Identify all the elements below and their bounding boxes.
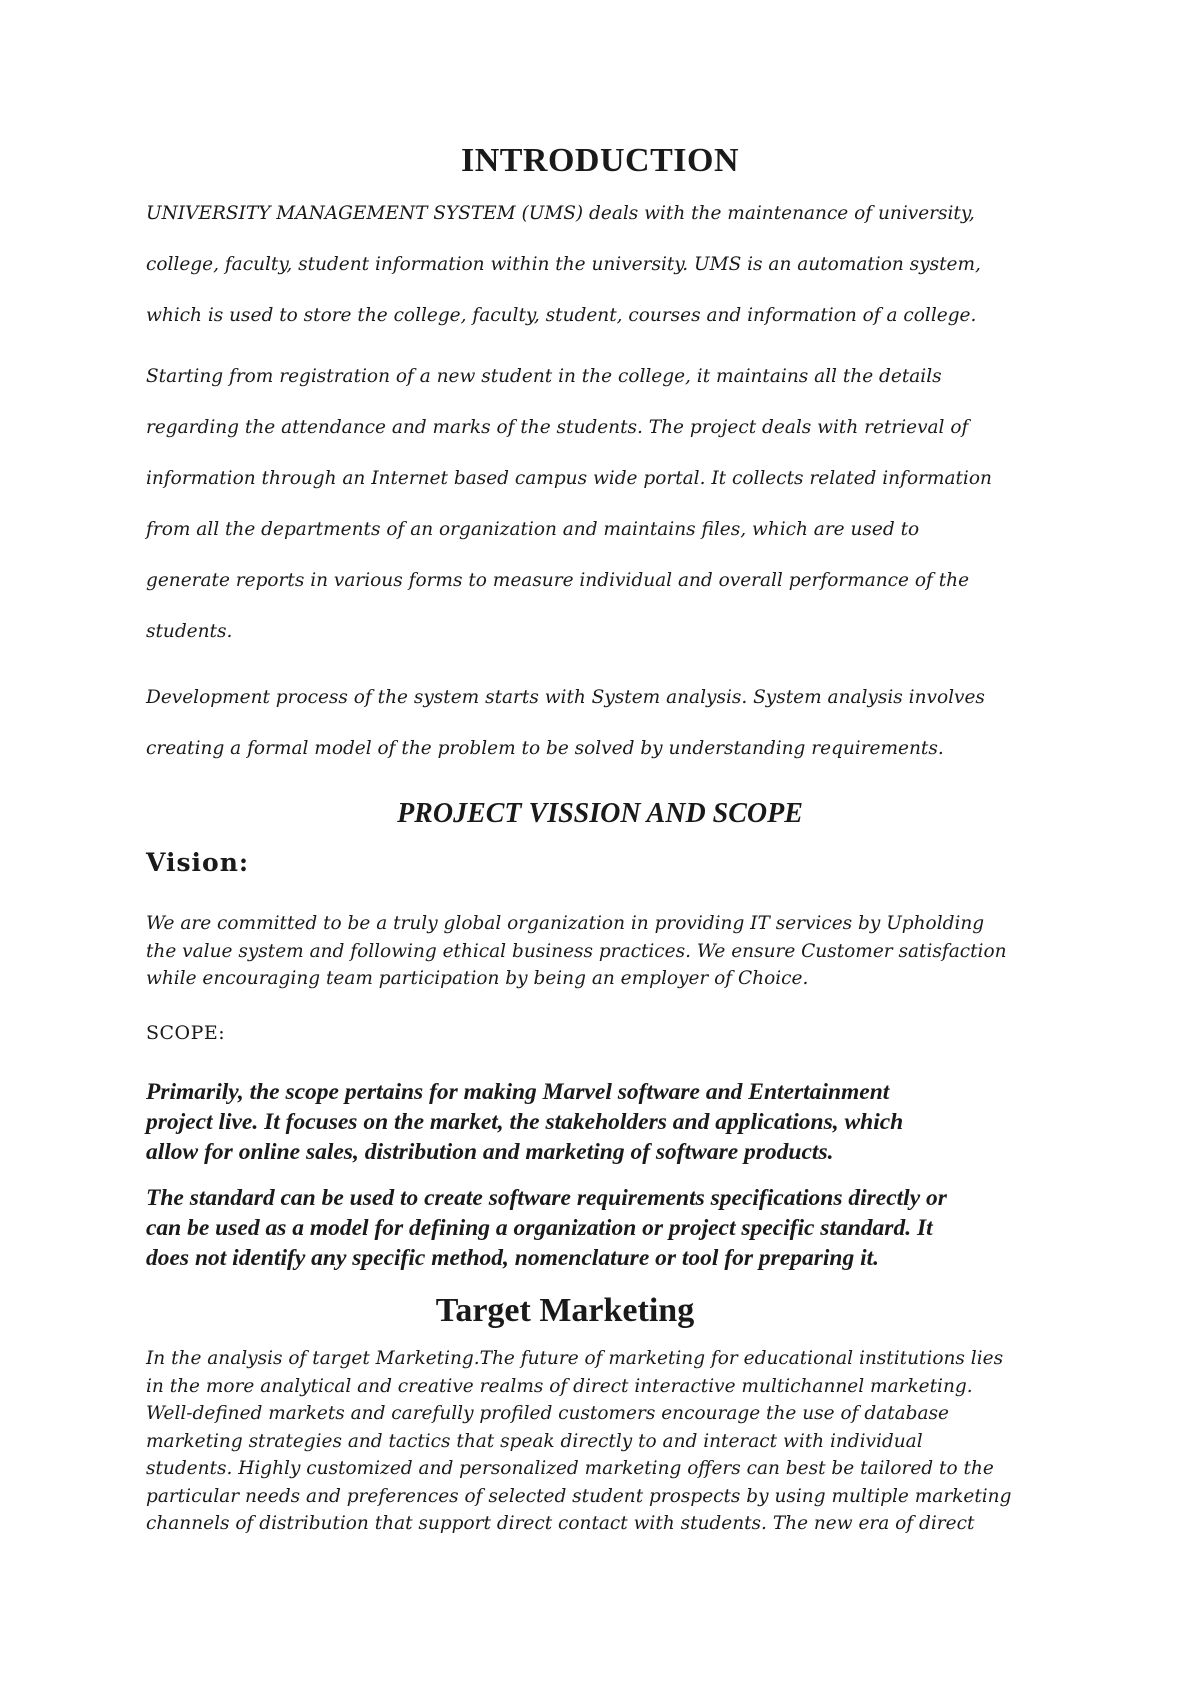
text-line: allow for online sales, distribution and marketing of software products. (146, 1139, 834, 1165)
text-line: Development process of the system starts with System analysis. System analysis involves (146, 687, 985, 708)
text-line: We are committed to be a truly global organization in providing IT services by Upholding (146, 913, 985, 934)
text-line: the value system and following ethical business practices. We ensure Customer satisfaction (146, 940, 1007, 962)
text-line: In the analysis of target Marketing.The future of marketing for educational institutions lies (146, 1348, 1004, 1369)
vision-scope-heading: PROJECT VISSION AND SCOPE (397, 798, 803, 829)
text-line: which is used to store the college, faculty, student, courses and information of a college. (146, 305, 977, 326)
text-line: can be used as a model for defining a organization or project specific standard. It (146, 1215, 933, 1241)
text-line: students. Highly customized and personalized marketing offers can best be tailored to the (146, 1458, 994, 1479)
text-line: students. (146, 621, 233, 642)
text-line: channels of distribution that support direct contact with students. The new era of direct (146, 1513, 975, 1534)
text-line: Starting from registration of a new student in the college, it maintains all the details (146, 366, 942, 387)
introduction-heading: INTRODUCTION (460, 142, 740, 179)
text-line: marketing strategies and tactics that speak directly to and interact with individual (146, 1430, 923, 1452)
introduction-paragraph-2 (146, 351, 1076, 657)
scope-paragraph-1 (146, 1077, 1076, 1167)
vision-paragraph (146, 910, 1076, 993)
text-line: UNIVERSITY MANAGEMENT SYSTEM (UMS) deals with the maintenance of university, (146, 203, 975, 224)
introduction-paragraph-1 (146, 188, 1076, 341)
text-line: creating a formal model of the problem to be solved by understanding requirements. (146, 738, 944, 759)
text-line: project live. It focuses on the market, the stakeholders and applications, which (146, 1109, 904, 1135)
text-line: information through an Internet based campus wide portal. It collects related information (146, 468, 992, 489)
introduction-paragraph-3 (146, 672, 1076, 774)
text-line: in the more analytical and creative realms of direct interactive multichannel marketing. (146, 1375, 973, 1397)
vision-label: Vision: (146, 848, 250, 877)
target-marketing-paragraph (146, 1345, 1076, 1538)
text-line: college, faculty, student information within the university. UMS is an automation system, (146, 254, 981, 275)
text-line: while encouraging team participation by being an employer of Choice. (146, 968, 809, 989)
text-line: Well-defined markets and carefully profiled customers encourage the use of database (146, 1403, 949, 1424)
text-line: particular needs and preferences of selected student prospects by using multiple marketing (146, 1485, 1012, 1507)
text-line: does not identify any specific method, nomenclature or tool for preparing it. (146, 1245, 880, 1271)
scope-label: SCOPE: (146, 1022, 226, 1044)
text-line: generate reports in various forms to measure individual and overall performance of the (146, 570, 970, 591)
text-line: from all the departments of an organization and maintains files, which are used to (146, 519, 920, 540)
text-line: The standard can be used to create software requirements specifications directly or (146, 1185, 947, 1211)
text-line: Primarily, the scope pertains for making Marvel software and Entertainment (146, 1079, 890, 1105)
target-marketing-heading: Target Marketing (435, 1292, 695, 1329)
scope-paragraph-2 (146, 1183, 1076, 1273)
text-line: regarding the attendance and marks of the students. The project deals with retrieval of (146, 417, 969, 438)
